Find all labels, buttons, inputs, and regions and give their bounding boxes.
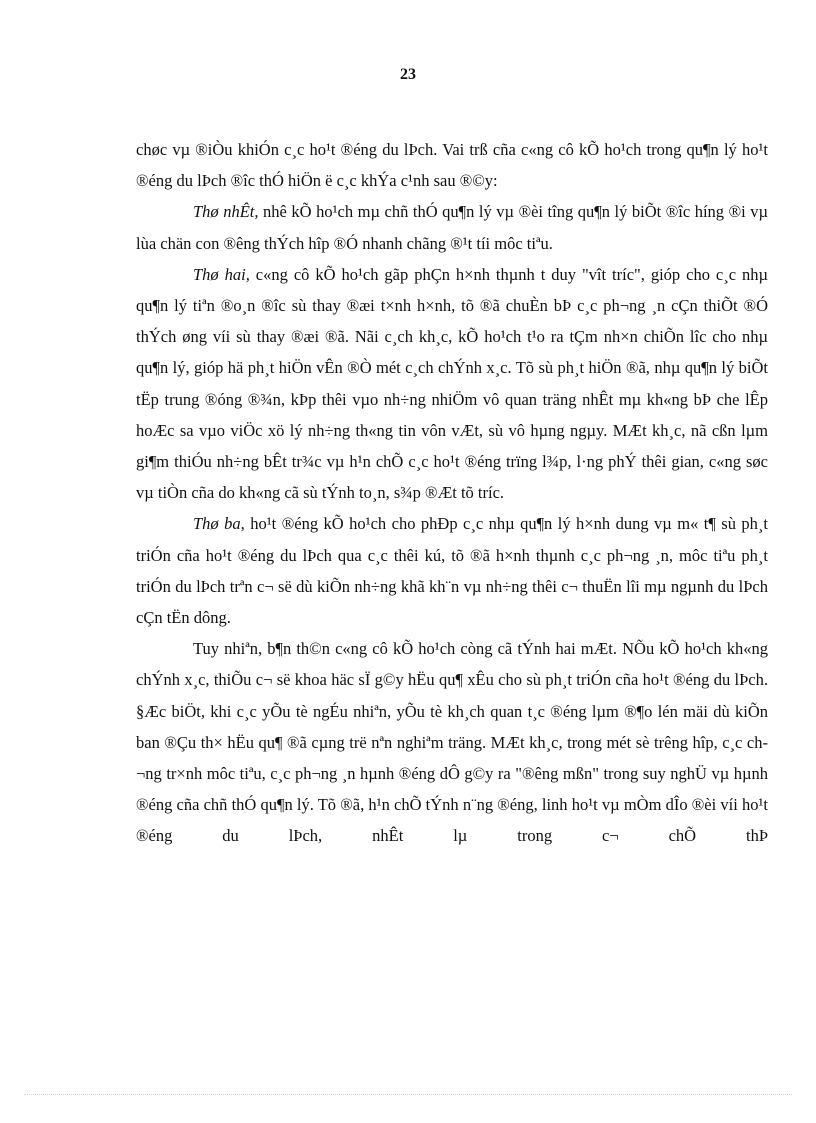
paragraph-lead: Thø nhÊt,: [193, 202, 259, 222]
paragraph-4: [136, 508, 768, 633]
paragraph-1: [136, 134, 768, 196]
paragraph-text: c«ng cô kÕ ho¹ch gãp phÇn h×nh thµnh t duy "vît tríc", gióp cho c¸c nhµ qu¶n lý tiªn ®o¸n ®îc sù thay ®æi t×nh h×nh, tõ ®ã chuÈn bÞ c¸c ph¬ng ¸n cÇn thiÕt ®Ó thÝch øng víi sù thay ®æi ®ã. Nãi c¸ch kh¸c, kÕ ho¹ch t¹o ra tÇm nh×n chiÕn lîc cho nhµ qu¶n lý, gióp hä ph¸t hiÖn vÊn ®Ò mét c¸ch chÝnh x¸c. Tõ sù ph¸t hiÖn ®ã, nhµ qu¶n lý biÕt tËp trung ®óng ®¾n, kÞp thêi vµo nh÷ng nhiÖm vô quan träng nhÊt mµ kh«ng bÞ che lÊp hoÆc sa vµo viÖc xö lý nh÷ng th«ng tin vôn vÆt, sù vô hµng ngµy. MÆt kh¸c, nã cßn lµm gi¶m thiÓu nh÷ng bÊt tr¾c vµ h¹n chÕ c¸c ho¹t ®éng trïng l¾p, l·ng phÝ thêi gian, c«ng søc vµ tiÒn cña do kh«ng cã sù tÝnh to¸n, s¾p ®Æt tõ tríc.: [136, 264, 768, 503]
paragraph-text: chøc vµ ®iÒu khiÓn c¸c ho¹t ®éng du lÞch. Vai trß cña c«ng cô kÕ ho¹ch trong qu¶n lý ho¹t ®éng du lÞch ®îc thÓ hiÖn ë c¸c khÝa c¹nh sau ®©y:: [136, 140, 768, 191]
paragraph-3: [136, 259, 768, 509]
paragraph-2: [136, 196, 768, 258]
page-bottom-rule: [24, 1094, 792, 1095]
paragraph-lead: Thø ba,: [193, 514, 245, 534]
paragraph-5: [136, 633, 768, 851]
paragraph-lead: Thø hai,: [193, 264, 250, 284]
paragraph-text: Tuy nhiªn, b¶n th©n c«ng cô kÕ ho¹ch còng cã tÝnh hai mÆt. NÕu kÕ ho¹ch kh«ng chÝnh x¸c, thiÕu c¬ së khoa häc sÏ g©y hËu qu¶ xÊu cho sù ph¸t triÓn cña ho¹t ®éng du lÞch. §Æc biÖt, khi c¸c yÕu tè ngÉu nhiªn, yÕu tè kh¸ch quan t¸c ®éng lµm ®¶o lén mäi dù kiÕn ban ®Çu th× hËu qu¶ ®ã cµng trë nªn nghiªm träng. MÆt kh¸c, trong mét sè trêng hîp, c¸c ch¬ng tr×nh môc tiªu, c¸c ph¬ng ¸n hµnh ®éng dÔ g©y ra "®êng mßn" trong suy nghÜ vµ hµnh ®éng cña chñ thÓ qu¶n lý. Tõ ®ã, h¹n chÕ tÝnh n¨ng ®éng, linh ho¹t vµ mÒm dÎo ®èi víi ho¹t ®éng du lÞch, nhÊt lµ trong c¬ chÕ thÞ: [136, 639, 768, 846]
body-text: [136, 134, 768, 852]
paragraph-text: nhê kÕ ho¹ch mµ chñ thÓ qu¶n lý vµ ®èi tîng qu¶n lý biÕt ®îc híng ®i vµ lùa chän con ®êng thÝch hîp ®Ó nhanh chãng ®¹t tíi môc tiªu.: [136, 202, 768, 253]
page-number: 23: [400, 66, 416, 83]
paragraph-text: ho¹t ®éng kÕ ho¹ch cho phÐp c¸c nhµ qu¶n lý h×nh dung vµ m« t¶ sù ph¸t triÓn cña ho¹t ®éng du lÞch qua c¸c thêi kú, tõ ®ã h×nh thµnh c¸c ph¬ng ¸n, môc tiªu ph¸t triÓn du lÞch trªn c¬ së dù kiÕn nh÷ng khã kh¨n vµ nh÷ng thêi c¬ thuËn lîi mµ ngµnh du lÞch cÇn tËn dông.: [136, 514, 768, 628]
